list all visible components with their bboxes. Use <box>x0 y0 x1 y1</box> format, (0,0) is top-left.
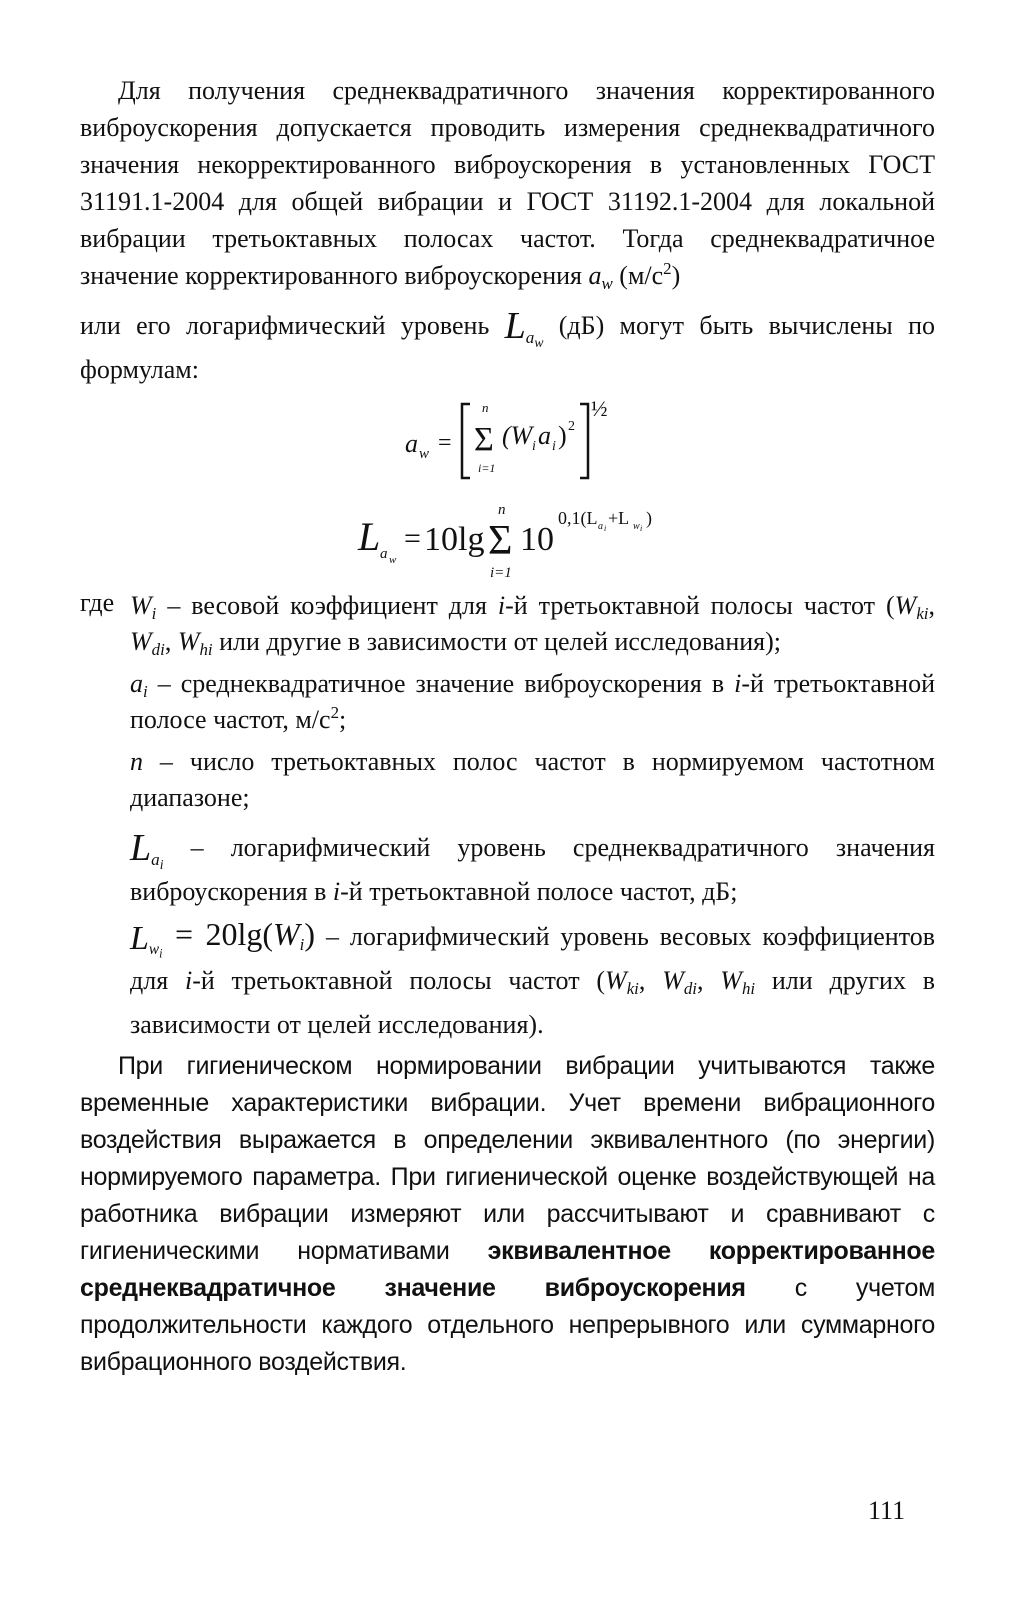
svg-text:a: a <box>380 546 388 562</box>
formula-aw <box>400 392 660 492</box>
svg-text:a: a <box>538 421 551 450</box>
svg-text:n: n <box>498 502 506 518</box>
definition-ai: $a_i$ – среднеквадратичное значение виброускорения в i-й третьоктавной полосе частот, $м/с^2$; <box>130 669 936 734</box>
formula-law <box>350 492 690 584</box>
definition-lwi: $L_{w_i} = 20\lg(W_i)$ – логарифмический уровень весовых коэффициентов для i-й третьоктавной полосы частот ($W_{ki}$, $W_{di}$, $W_{hi}$ или других в зависимости от целей исследования). <box>130 916 936 1039</box>
svg-text:+L: +L <box>608 508 630 528</box>
hygiene-paragraph: При гигиеническом нормировании вибрации учитываются также временные характеристики вибрации. Учет времени вибрационного воздействия выражается в определении эквивалентного (по энергии) нормируемого параметра. При гигиенической оценке воздействующей на работника вибрации измеряют или рассчитывают и сравнивают с гигиеническими нормативами эквивалентное корректированное среднеквадратичное значение виброускорения с учетом продолжительности каждого отдельного непрерывного или суммарного вибрационного воздействия. <box>80 1052 935 1376</box>
svg-text:): ) <box>558 421 567 450</box>
formula1-sum-bottom: i=1 <box>478 461 496 475</box>
where-label: где <box>80 588 115 617</box>
svg-text:i=1: i=1 <box>490 565 512 581</box>
formula1-term: (W <box>502 421 533 450</box>
svg-text:i: i <box>640 524 643 533</box>
svg-text:i: i <box>532 439 536 454</box>
formula2-sigma: Σ <box>488 518 513 564</box>
svg-text:i: i <box>604 524 607 533</box>
formula2-coef: 10lg <box>424 521 485 558</box>
svg-text:2: 2 <box>568 419 575 434</box>
formula2-lhs: L <box>358 514 381 559</box>
svg-text:a: a <box>598 521 603 532</box>
la-symbol: $L_{a_w}$ <box>504 305 544 351</box>
svg-text:w: w <box>389 554 397 566</box>
formula1-sum-top: n <box>482 400 489 415</box>
svg-text:): ) <box>646 508 652 528</box>
definition-lai: $L_{a_i}$ – логарифмический уровень среднеквадратичного значения виброускорения в i-й третьоктавной полосе частот, дБ; <box>130 827 935 906</box>
formula1-lhs: a <box>405 429 418 458</box>
formula2-eq: = <box>404 522 421 555</box>
formula1-eq: = <box>438 430 452 456</box>
intro-paragraph: Для получения среднеквадратичного значения корректированного виброускорения допускается проводить измерения среднеквадратичного значения некорректированного виброускорения в установленных ГОСТ 31191.1-2004 для общей вибрации и ГОСТ 31192.1-2004 для локальной вибрации третьоктавных полосах частот. Тогда среднеквадратичное значение корректированного виброускорения $a_w$ $(м/с^2)$ <box>80 76 935 294</box>
definition-wi: $W_i$ – весовой коэффициент для i-й третьоктавной полосы частот ($W_{ki}$, $W_{di}$, $W_{hi}$ или другие в зависимости от целей исследования); <box>130 591 936 660</box>
bold-term: эквивалентное корректированное среднеквадратичное значение виброускорения <box>80 1237 935 1302</box>
formula1-sigma: Σ <box>474 421 494 458</box>
page-number: 111 <box>868 1496 906 1525</box>
formula2-exp: 0,1(L <box>558 508 598 528</box>
svg-text:i: i <box>552 439 556 454</box>
formula1-lhs-sub: w <box>419 446 430 462</box>
definition-n: n – число третьоктавных полос частот в нормируемом частотном диапазоне; <box>130 747 935 812</box>
svg-text:w: w <box>633 521 640 532</box>
formula2-base: 10 <box>520 521 554 558</box>
intro-paragraph-cont: или его логарифмический уровень $L_{a_w}$ (дБ) могут быть вычислены по формулам: <box>80 305 935 384</box>
formula1-power: ½ <box>591 396 608 421</box>
